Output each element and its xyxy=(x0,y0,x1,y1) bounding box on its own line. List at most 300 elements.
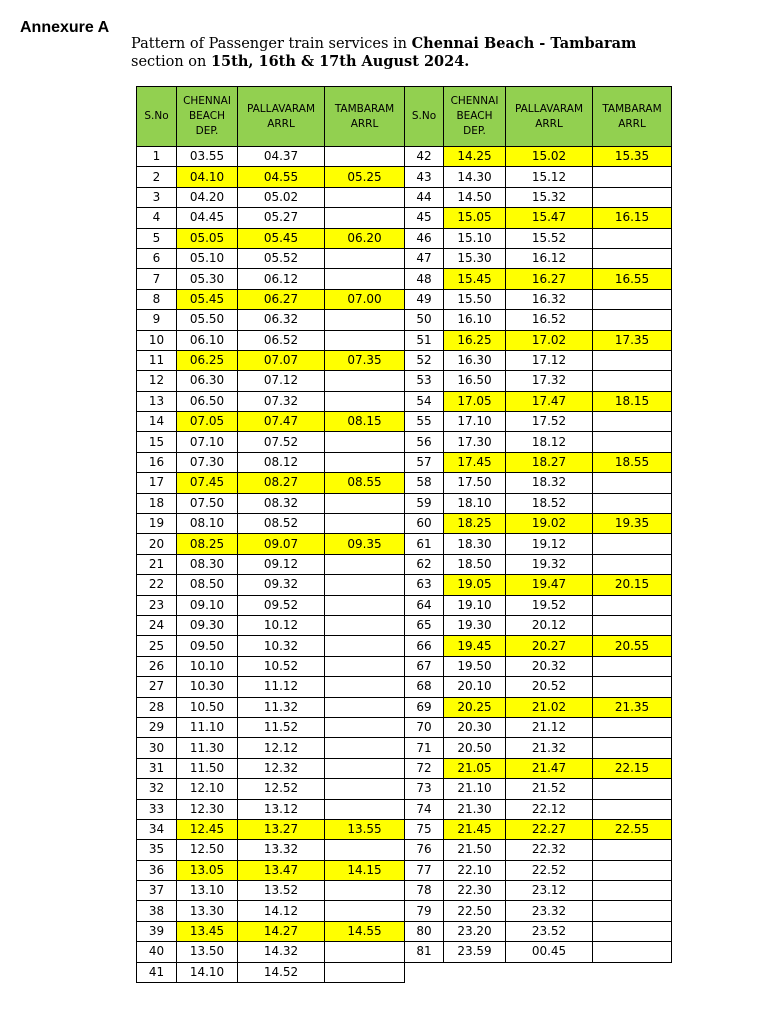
cell-sno: 23 xyxy=(137,595,177,615)
cell-chennai-beach-dep: 13.50 xyxy=(177,942,238,962)
cell-pallavaram-arrl: 21.12 xyxy=(506,717,593,737)
table-row xyxy=(137,942,405,962)
cell-tambaram-arrl: 07.00 xyxy=(325,289,405,309)
cell-sno: 32 xyxy=(137,779,177,799)
cell-pallavaram-arrl: 22.52 xyxy=(506,860,593,880)
table-row xyxy=(137,432,405,452)
cell-chennai-beach-dep: 06.30 xyxy=(177,371,238,391)
cell-tambaram-arrl xyxy=(325,493,405,513)
cell-pallavaram-arrl: 05.02 xyxy=(238,187,325,207)
cell-sno: 50 xyxy=(405,310,444,330)
cell-pallavaram-arrl: 16.27 xyxy=(506,269,593,289)
cell-sno: 51 xyxy=(405,330,444,350)
header-chennai-beach-dep: CHENNAI BEACH DEP. xyxy=(444,87,506,147)
heading-text-2: section on xyxy=(131,54,211,70)
cell-tambaram-arrl: 19.35 xyxy=(593,514,672,534)
cell-tambaram-arrl xyxy=(325,330,405,350)
cell-tambaram-arrl xyxy=(593,901,672,921)
cell-sno: 42 xyxy=(405,147,444,167)
cell-pallavaram-arrl: 07.12 xyxy=(238,371,325,391)
cell-tambaram-arrl xyxy=(593,350,672,370)
table-row xyxy=(405,799,672,819)
cell-tambaram-arrl: 22.55 xyxy=(593,819,672,839)
cell-chennai-beach-dep: 18.50 xyxy=(444,554,506,574)
cell-pallavaram-arrl: 07.32 xyxy=(238,391,325,411)
cell-pallavaram-arrl: 23.32 xyxy=(506,901,593,921)
cell-pallavaram-arrl: 04.37 xyxy=(238,147,325,167)
cell-chennai-beach-dep: 05.45 xyxy=(177,289,238,309)
cell-sno: 67 xyxy=(405,656,444,676)
cell-tambaram-arrl xyxy=(593,881,672,901)
cell-tambaram-arrl xyxy=(593,248,672,268)
cell-tambaram-arrl xyxy=(593,167,672,187)
cell-sno: 58 xyxy=(405,473,444,493)
cell-chennai-beach-dep: 17.30 xyxy=(444,432,506,452)
cell-sno: 62 xyxy=(405,554,444,574)
cell-chennai-beach-dep: 04.10 xyxy=(177,167,238,187)
cell-tambaram-arrl xyxy=(593,534,672,554)
table-row xyxy=(137,615,405,635)
cell-pallavaram-arrl: 18.52 xyxy=(506,493,593,513)
cell-chennai-beach-dep: 17.05 xyxy=(444,391,506,411)
header-pallavaram-arrl: PALLAVARAM ARRL xyxy=(506,87,593,147)
table-row xyxy=(137,350,405,370)
timetable-left xyxy=(136,86,405,983)
cell-pallavaram-arrl: 15.47 xyxy=(506,208,593,228)
cell-sno: 40 xyxy=(137,942,177,962)
cell-chennai-beach-dep: 11.10 xyxy=(177,717,238,737)
table-row xyxy=(405,717,672,737)
table-row xyxy=(137,473,405,493)
cell-sno: 1 xyxy=(137,147,177,167)
cell-pallavaram-arrl: 09.07 xyxy=(238,534,325,554)
table-row xyxy=(405,167,672,187)
cell-chennai-beach-dep: 14.50 xyxy=(444,187,506,207)
cell-chennai-beach-dep: 16.25 xyxy=(444,330,506,350)
cell-pallavaram-arrl: 10.12 xyxy=(238,615,325,635)
cell-chennai-beach-dep: 16.30 xyxy=(444,350,506,370)
cell-sno: 20 xyxy=(137,534,177,554)
cell-tambaram-arrl xyxy=(325,677,405,697)
table-row xyxy=(137,289,405,309)
cell-chennai-beach-dep: 19.05 xyxy=(444,575,506,595)
cell-pallavaram-arrl: 18.12 xyxy=(506,432,593,452)
cell-sno: 29 xyxy=(137,717,177,737)
cell-chennai-beach-dep: 15.05 xyxy=(444,208,506,228)
header-pallavaram-arrl: PALLAVARAM ARRL xyxy=(238,87,325,147)
cell-sno: 59 xyxy=(405,493,444,513)
cell-tambaram-arrl: 14.55 xyxy=(325,921,405,941)
cell-pallavaram-arrl: 22.32 xyxy=(506,840,593,860)
cell-pallavaram-arrl: 20.32 xyxy=(506,656,593,676)
cell-chennai-beach-dep: 10.10 xyxy=(177,656,238,676)
cell-pallavaram-arrl: 00.45 xyxy=(506,942,593,962)
cell-sno: 79 xyxy=(405,901,444,921)
cell-chennai-beach-dep: 03.55 xyxy=(177,147,238,167)
cell-sno: 60 xyxy=(405,514,444,534)
cell-chennai-beach-dep: 09.30 xyxy=(177,615,238,635)
table-row xyxy=(405,228,672,248)
cell-sno: 24 xyxy=(137,615,177,635)
cell-pallavaram-arrl: 10.52 xyxy=(238,656,325,676)
cell-tambaram-arrl xyxy=(325,881,405,901)
cell-chennai-beach-dep: 17.10 xyxy=(444,412,506,432)
table-row xyxy=(137,187,405,207)
cell-tambaram-arrl xyxy=(325,697,405,717)
cell-tambaram-arrl: 18.15 xyxy=(593,391,672,411)
cell-sno: 5 xyxy=(137,228,177,248)
cell-pallavaram-arrl: 19.02 xyxy=(506,514,593,534)
table-row xyxy=(405,819,672,839)
cell-sno: 22 xyxy=(137,575,177,595)
header-tambaram-arrl: TAMBARAM ARRL xyxy=(325,87,405,147)
table-row xyxy=(405,534,672,554)
cell-tambaram-arrl xyxy=(325,248,405,268)
table-row xyxy=(137,860,405,880)
table-row xyxy=(405,350,672,370)
cell-tambaram-arrl xyxy=(325,799,405,819)
table-row xyxy=(137,412,405,432)
cell-chennai-beach-dep: 22.10 xyxy=(444,860,506,880)
table-row xyxy=(137,881,405,901)
cell-sno: 77 xyxy=(405,860,444,880)
cell-chennai-beach-dep: 05.10 xyxy=(177,248,238,268)
cell-pallavaram-arrl: 05.52 xyxy=(238,248,325,268)
table-row xyxy=(405,330,672,350)
cell-pallavaram-arrl: 13.32 xyxy=(238,840,325,860)
cell-chennai-beach-dep: 20.10 xyxy=(444,677,506,697)
cell-chennai-beach-dep: 06.50 xyxy=(177,391,238,411)
cell-chennai-beach-dep: 17.50 xyxy=(444,473,506,493)
cell-pallavaram-arrl: 15.12 xyxy=(506,167,593,187)
cell-chennai-beach-dep: 08.30 xyxy=(177,554,238,574)
table-row xyxy=(405,860,672,880)
cell-pallavaram-arrl: 17.32 xyxy=(506,371,593,391)
header-row xyxy=(137,87,405,147)
table-row xyxy=(405,289,672,309)
cell-chennai-beach-dep: 18.30 xyxy=(444,534,506,554)
cell-sno: 41 xyxy=(137,962,177,982)
cell-pallavaram-arrl: 19.32 xyxy=(506,554,593,574)
header-row xyxy=(405,87,672,147)
cell-sno: 2 xyxy=(137,167,177,187)
table-row xyxy=(405,310,672,330)
cell-pallavaram-arrl: 22.27 xyxy=(506,819,593,839)
cell-sno: 26 xyxy=(137,656,177,676)
header-chennai-beach-dep: CHENNAI BEACH DEP. xyxy=(177,87,238,147)
cell-sno: 55 xyxy=(405,412,444,432)
cell-pallavaram-arrl: 16.32 xyxy=(506,289,593,309)
cell-tambaram-arrl xyxy=(593,493,672,513)
table-row xyxy=(405,187,672,207)
cell-pallavaram-arrl: 14.32 xyxy=(238,942,325,962)
cell-chennai-beach-dep: 22.30 xyxy=(444,881,506,901)
header-tambaram-arrl: TAMBARAM ARRL xyxy=(593,87,672,147)
cell-sno: 33 xyxy=(137,799,177,819)
cell-tambaram-arrl xyxy=(325,391,405,411)
table-row xyxy=(405,248,672,268)
table-row xyxy=(405,901,672,921)
table-row xyxy=(405,636,672,656)
cell-tambaram-arrl xyxy=(593,371,672,391)
cell-sno: 47 xyxy=(405,248,444,268)
cell-sno: 56 xyxy=(405,432,444,452)
table-row xyxy=(137,167,405,187)
cell-tambaram-arrl xyxy=(593,595,672,615)
cell-tambaram-arrl xyxy=(593,738,672,758)
cell-pallavaram-arrl: 21.47 xyxy=(506,758,593,778)
cell-sno: 35 xyxy=(137,840,177,860)
table-row xyxy=(137,656,405,676)
table-row xyxy=(137,310,405,330)
cell-chennai-beach-dep: 23.59 xyxy=(444,942,506,962)
cell-chennai-beach-dep: 21.50 xyxy=(444,840,506,860)
table-row xyxy=(137,575,405,595)
cell-pallavaram-arrl: 11.32 xyxy=(238,697,325,717)
cell-chennai-beach-dep: 07.30 xyxy=(177,452,238,472)
cell-tambaram-arrl xyxy=(325,758,405,778)
cell-chennai-beach-dep: 06.25 xyxy=(177,350,238,370)
timetable-right xyxy=(404,86,672,963)
cell-chennai-beach-dep: 15.30 xyxy=(444,248,506,268)
table-row xyxy=(137,493,405,513)
cell-sno: 48 xyxy=(405,269,444,289)
cell-chennai-beach-dep: 19.30 xyxy=(444,615,506,635)
cell-sno: 31 xyxy=(137,758,177,778)
cell-tambaram-arrl: 14.15 xyxy=(325,860,405,880)
cell-pallavaram-arrl: 07.52 xyxy=(238,432,325,452)
cell-chennai-beach-dep: 22.50 xyxy=(444,901,506,921)
cell-chennai-beach-dep: 10.50 xyxy=(177,697,238,717)
cell-chennai-beach-dep: 09.10 xyxy=(177,595,238,615)
cell-chennai-beach-dep: 23.20 xyxy=(444,921,506,941)
cell-sno: 12 xyxy=(137,371,177,391)
table-row xyxy=(405,452,672,472)
table-row xyxy=(405,677,672,697)
cell-chennai-beach-dep: 16.10 xyxy=(444,310,506,330)
table-row xyxy=(405,493,672,513)
cell-tambaram-arrl xyxy=(325,187,405,207)
cell-sno: 28 xyxy=(137,697,177,717)
table-row xyxy=(137,554,405,574)
cell-sno: 16 xyxy=(137,452,177,472)
cell-sno: 75 xyxy=(405,819,444,839)
cell-tambaram-arrl xyxy=(593,615,672,635)
table-row xyxy=(405,840,672,860)
cell-sno: 36 xyxy=(137,860,177,880)
cell-pallavaram-arrl: 15.52 xyxy=(506,228,593,248)
cell-sno: 49 xyxy=(405,289,444,309)
table-row xyxy=(137,799,405,819)
cell-pallavaram-arrl: 19.12 xyxy=(506,534,593,554)
cell-sno: 27 xyxy=(137,677,177,697)
cell-pallavaram-arrl: 19.47 xyxy=(506,575,593,595)
cell-chennai-beach-dep: 15.50 xyxy=(444,289,506,309)
cell-tambaram-arrl xyxy=(325,310,405,330)
cell-chennai-beach-dep: 21.10 xyxy=(444,779,506,799)
cell-sno: 38 xyxy=(137,901,177,921)
cell-pallavaram-arrl: 05.45 xyxy=(238,228,325,248)
cell-sno: 70 xyxy=(405,717,444,737)
annexure-label: Annexure A xyxy=(20,19,110,36)
cell-sno: 37 xyxy=(137,881,177,901)
cell-sno: 14 xyxy=(137,412,177,432)
cell-pallavaram-arrl: 05.27 xyxy=(238,208,325,228)
cell-pallavaram-arrl: 10.32 xyxy=(238,636,325,656)
cell-sno: 3 xyxy=(137,187,177,207)
cell-sno: 21 xyxy=(137,554,177,574)
cell-tambaram-arrl xyxy=(325,269,405,289)
table-row xyxy=(137,677,405,697)
heading-dates: 15th, 16th & 17th August 2024. xyxy=(210,53,470,70)
cell-sno: 81 xyxy=(405,942,444,962)
cell-chennai-beach-dep: 21.45 xyxy=(444,819,506,839)
cell-tambaram-arrl xyxy=(593,310,672,330)
cell-tambaram-arrl xyxy=(325,595,405,615)
table-row xyxy=(137,738,405,758)
cell-tambaram-arrl xyxy=(325,432,405,452)
cell-chennai-beach-dep: 20.30 xyxy=(444,717,506,737)
cell-sno: 44 xyxy=(405,187,444,207)
cell-chennai-beach-dep: 05.05 xyxy=(177,228,238,248)
cell-tambaram-arrl xyxy=(325,901,405,921)
cell-tambaram-arrl: 08.15 xyxy=(325,412,405,432)
cell-pallavaram-arrl: 18.32 xyxy=(506,473,593,493)
cell-chennai-beach-dep: 07.45 xyxy=(177,473,238,493)
cell-chennai-beach-dep: 16.50 xyxy=(444,371,506,391)
cell-tambaram-arrl xyxy=(325,147,405,167)
cell-chennai-beach-dep: 08.50 xyxy=(177,575,238,595)
cell-chennai-beach-dep: 08.10 xyxy=(177,514,238,534)
cell-sno: 11 xyxy=(137,350,177,370)
table-row xyxy=(405,758,672,778)
cell-tambaram-arrl xyxy=(593,677,672,697)
table-row xyxy=(137,921,405,941)
cell-sno: 7 xyxy=(137,269,177,289)
cell-sno: 69 xyxy=(405,697,444,717)
cell-tambaram-arrl xyxy=(325,514,405,534)
cell-sno: 65 xyxy=(405,615,444,635)
cell-tambaram-arrl: 05.25 xyxy=(325,167,405,187)
cell-tambaram-arrl xyxy=(325,738,405,758)
cell-sno: 19 xyxy=(137,514,177,534)
cell-sno: 64 xyxy=(405,595,444,615)
cell-pallavaram-arrl: 12.32 xyxy=(238,758,325,778)
cell-pallavaram-arrl: 15.02 xyxy=(506,147,593,167)
cell-pallavaram-arrl: 17.52 xyxy=(506,412,593,432)
table-row xyxy=(137,901,405,921)
table-row xyxy=(137,330,405,350)
cell-chennai-beach-dep: 15.45 xyxy=(444,269,506,289)
table-row xyxy=(137,840,405,860)
cell-chennai-beach-dep: 07.50 xyxy=(177,493,238,513)
cell-pallavaram-arrl: 17.12 xyxy=(506,350,593,370)
cell-pallavaram-arrl: 11.52 xyxy=(238,717,325,737)
cell-tambaram-arrl xyxy=(593,799,672,819)
table-row xyxy=(405,921,672,941)
cell-tambaram-arrl: 06.20 xyxy=(325,228,405,248)
cell-pallavaram-arrl: 08.32 xyxy=(238,493,325,513)
cell-pallavaram-arrl: 13.52 xyxy=(238,881,325,901)
table-row xyxy=(137,208,405,228)
table-row xyxy=(137,371,405,391)
cell-chennai-beach-dep: 08.25 xyxy=(177,534,238,554)
cell-pallavaram-arrl: 14.52 xyxy=(238,962,325,982)
table-row xyxy=(405,697,672,717)
cell-tambaram-arrl: 08.55 xyxy=(325,473,405,493)
heading-text-1: Pattern of Passenger train services in xyxy=(131,36,412,52)
cell-pallavaram-arrl: 06.27 xyxy=(238,289,325,309)
cell-tambaram-arrl: 09.35 xyxy=(325,534,405,554)
cell-tambaram-arrl xyxy=(593,432,672,452)
cell-tambaram-arrl: 15.35 xyxy=(593,147,672,167)
cell-chennai-beach-dep: 14.10 xyxy=(177,962,238,982)
cell-pallavaram-arrl: 20.52 xyxy=(506,677,593,697)
cell-sno: 74 xyxy=(405,799,444,819)
cell-chennai-beach-dep: 17.45 xyxy=(444,452,506,472)
cell-sno: 15 xyxy=(137,432,177,452)
cell-sno: 80 xyxy=(405,921,444,941)
cell-chennai-beach-dep: 13.10 xyxy=(177,881,238,901)
table-row xyxy=(405,595,672,615)
cell-sno: 13 xyxy=(137,391,177,411)
cell-sno: 72 xyxy=(405,758,444,778)
cell-sno: 43 xyxy=(405,167,444,187)
table-row xyxy=(137,595,405,615)
cell-pallavaram-arrl: 17.02 xyxy=(506,330,593,350)
table-row xyxy=(137,514,405,534)
cell-sno: 71 xyxy=(405,738,444,758)
cell-pallavaram-arrl: 08.52 xyxy=(238,514,325,534)
cell-chennai-beach-dep: 15.10 xyxy=(444,228,506,248)
cell-tambaram-arrl xyxy=(593,921,672,941)
cell-sno: 57 xyxy=(405,452,444,472)
cell-pallavaram-arrl: 16.12 xyxy=(506,248,593,268)
cell-pallavaram-arrl: 18.27 xyxy=(506,452,593,472)
cell-chennai-beach-dep: 12.50 xyxy=(177,840,238,860)
table-row xyxy=(137,962,405,982)
cell-chennai-beach-dep: 04.45 xyxy=(177,208,238,228)
cell-chennai-beach-dep: 07.05 xyxy=(177,412,238,432)
cell-pallavaram-arrl: 08.27 xyxy=(238,473,325,493)
table-row xyxy=(405,371,672,391)
cell-sno: 68 xyxy=(405,677,444,697)
cell-chennai-beach-dep: 21.05 xyxy=(444,758,506,778)
cell-chennai-beach-dep: 11.30 xyxy=(177,738,238,758)
cell-chennai-beach-dep: 05.30 xyxy=(177,269,238,289)
cell-pallavaram-arrl: 07.07 xyxy=(238,350,325,370)
cell-chennai-beach-dep: 05.50 xyxy=(177,310,238,330)
cell-sno: 73 xyxy=(405,779,444,799)
cell-sno: 61 xyxy=(405,534,444,554)
cell-tambaram-arrl xyxy=(593,473,672,493)
cell-sno: 10 xyxy=(137,330,177,350)
cell-chennai-beach-dep: 20.50 xyxy=(444,738,506,758)
cell-pallavaram-arrl: 14.12 xyxy=(238,901,325,921)
cell-pallavaram-arrl: 13.47 xyxy=(238,860,325,880)
table-row xyxy=(405,554,672,574)
table-row xyxy=(405,779,672,799)
table-row xyxy=(405,514,672,534)
cell-sno: 6 xyxy=(137,248,177,268)
cell-sno: 4 xyxy=(137,208,177,228)
table-row xyxy=(405,656,672,676)
cell-chennai-beach-dep: 14.30 xyxy=(444,167,506,187)
cell-chennai-beach-dep: 13.45 xyxy=(177,921,238,941)
table-row xyxy=(137,228,405,248)
table-row xyxy=(137,636,405,656)
cell-tambaram-arrl xyxy=(593,656,672,676)
